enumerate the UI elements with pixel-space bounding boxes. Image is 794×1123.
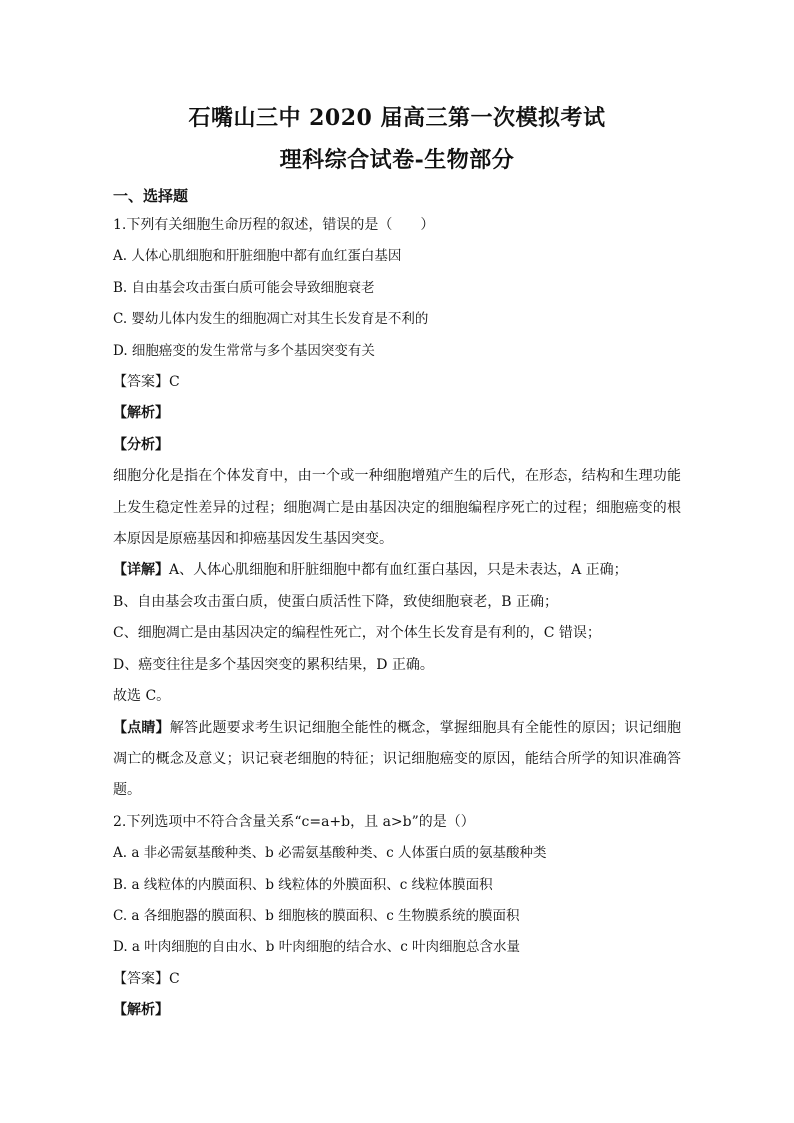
detail-text-a: A、人体心肌细胞和肝脏细胞中都有血红蛋白基因，只是未表达，A 正确；: [169, 562, 628, 579]
fenxi-text: 细胞分化是指在个体发育中，由一个或一种细胞增殖产生的后代，在形态，结构和生理功能上发生稳定性差异的过程；细胞凋亡是由基因决定的细胞编程序死亡的过程；细胞癌变的根本原因是原癌基因和抑癌基因发生基因突变。: [113, 468, 681, 548]
option-d: D. a 叶肉细胞的自由水、b 叶肉细胞的结合水、c 叶肉细胞总含水量: [113, 939, 521, 956]
detail-line-b: B、自由基会攻击蛋白质，使蛋白质活性下降，致使细胞衰老，B 正确；: [113, 593, 559, 610]
answer: 【答案】C: [113, 970, 180, 987]
conclusion-line: 故选 C。: [113, 688, 171, 705]
detail-line-a: [113, 555, 681, 586]
option-c: C. a 各细胞器的膜面积、b 细胞核的膜面积、c 生物膜系统的膜面积: [113, 907, 520, 924]
option-b: B. 自由基会攻击蛋白质可能会导致细胞衰老: [113, 279, 375, 296]
document-subtitle: 理科综合试卷-生物部分: [279, 147, 515, 173]
question-1: [113, 210, 681, 807]
detail-line-d: D、癌变往往是多个基因突变的累积结果，D 正确。: [113, 656, 434, 673]
answer: 【答案】C: [113, 374, 180, 391]
question-stem: 2.下列选项中不符合含量关系“c=a+b，且 a>b”的是（）: [113, 813, 475, 830]
option-d: D. 细胞癌变的发生常常与多个基因突变有关: [113, 342, 375, 359]
fenxi-label: 【分析】: [113, 436, 169, 453]
dianjing-text: 解答此题要求考生识记细胞全能性的概念，掌握细胞具有全能性的原因；识记细胞凋亡的概念及意义；识记衰老细胞的特征；识记细胞癌变的原因，能结合所学的知识准确答题。: [113, 719, 682, 799]
section-heading: 一、选择题: [113, 187, 189, 205]
option-a: A. 人体心肌细胞和肝脏细胞中都有血红蛋白基因: [113, 248, 402, 265]
detail-line-c: C、细胞凋亡是由基因决定的编程性死亡，对个体生长发育是有利的，C 错误；: [113, 625, 601, 642]
option-b: B. a 线粒体的内膜面积、b 线粒体的外膜面积、c 线粒体膜面积: [113, 876, 493, 893]
analysis-label: 【解析】: [113, 405, 169, 422]
question-2: [113, 807, 681, 1027]
detail-label: 【详解】: [113, 562, 169, 579]
document-title: 石嘴山三中 2020 届高三第一次模拟考试: [188, 105, 606, 131]
analysis-label: 【解析】: [113, 1002, 169, 1019]
dianjing-label: 【点睛】: [113, 719, 170, 736]
option-c: C. 婴幼儿体内发生的细胞凋亡对其生长发育是不利的: [113, 311, 429, 328]
question-stem: 1.下列有关细胞生命历程的叙述，错误的是（ ）: [113, 217, 435, 233]
option-a: A. a 非必需氨基酸种类、b 必需氨基酸种类、c 人体蛋白质的氨基酸种类: [113, 845, 547, 862]
dianjing-paragraph: [113, 713, 681, 807]
